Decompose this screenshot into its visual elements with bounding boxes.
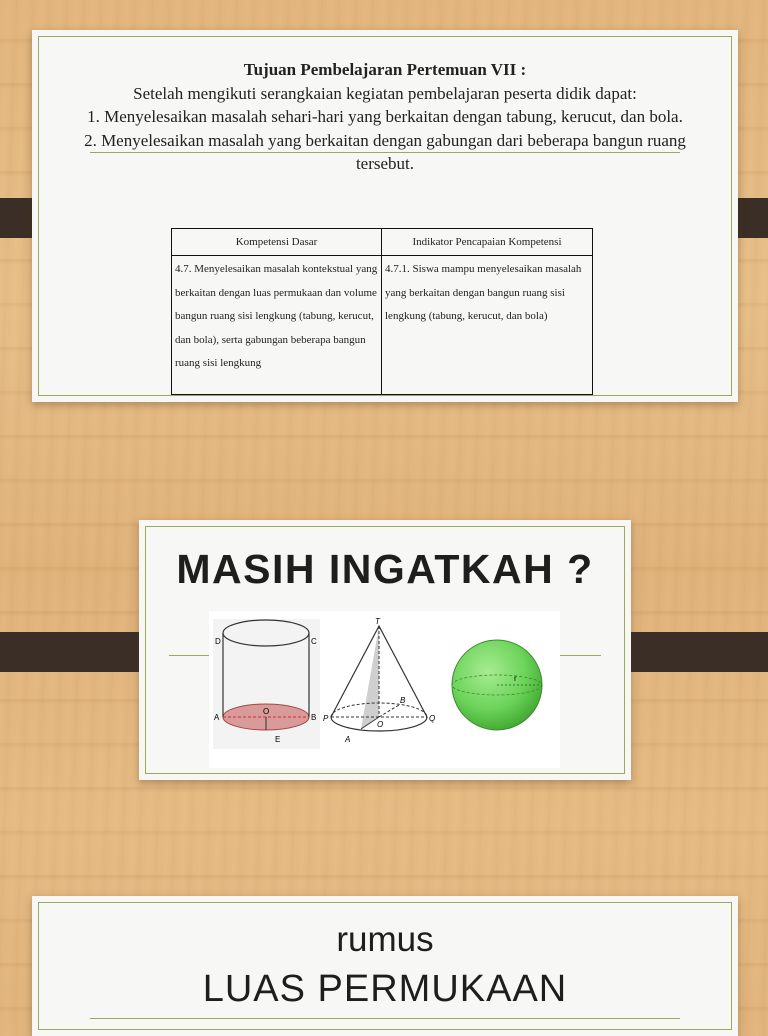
cylinder-label-a: A — [214, 713, 220, 722]
objectives-text — [62, 58, 708, 176]
table-header-kd: Kompetensi Dasar — [172, 229, 382, 256]
cone-label-b: B — [400, 696, 406, 705]
objective-item-1: 1. Menyelesaikan masalah sehari-hari yang berkaitan dengan tabung, kerucut, dan bola. — [87, 107, 683, 126]
side-tab-right — [613, 632, 768, 672]
slide-recall-shapes — [139, 520, 631, 780]
sphere-label-r: r — [514, 674, 517, 683]
cylinder-label-c: C — [311, 637, 317, 646]
sphere-diagram — [452, 640, 542, 730]
competency-table — [171, 228, 593, 395]
cylinder-label-e: E — [275, 735, 281, 744]
slide-surface-area — [32, 896, 738, 1036]
cone-label-p: P — [323, 714, 329, 723]
objective-item-2: 2. Menyelesaikan masalah yang berkaitan dengan gabungan dari beberapa bangun ruang tersebut. — [84, 130, 686, 173]
cylinder-label-b: B — [311, 713, 317, 722]
slide-learning-objectives — [32, 30, 738, 402]
cylinder-diagram — [213, 619, 320, 749]
cylinder-label-o: O — [263, 707, 270, 716]
objectives-title: Tujuan Pembelajaran Pertemuan VII : — [243, 60, 527, 79]
table-cell-kd: 4.7. Menyelesaikan masalah kontekstual yang berkaitan dengan luas permukaan dan volume bangun ruang sisi lengkung (tabung, kerucut, dan bola), serta gabungan beberapa bangun ruang sisi lengkung — [172, 256, 382, 395]
table-cell-ipk: 4.7.1. Siswa mampu menyelesaikan masalah yang berkaitan dengan bangun ruang sisi lengkung (tabung, kerucut, dan bola) — [382, 256, 593, 395]
table-header-ipk: Indikator Pencapaian Kompetensi — [382, 229, 593, 256]
cone-label-o: O — [377, 720, 384, 729]
slide-subtitle: rumus — [336, 920, 434, 959]
cone-label-q: Q — [429, 714, 436, 723]
divider-line — [90, 1018, 680, 1019]
slide-title: LUAS PERMUKAAN — [202, 968, 568, 1010]
objectives-intro: Setelah mengikuti serangkaian kegiatan pembelajaran peserta didik dapat: — [133, 83, 637, 103]
cone-label-a: A — [345, 735, 351, 744]
side-tab-left — [0, 632, 156, 672]
cone-diagram — [323, 617, 435, 744]
slide-title: MASIH INGATKAH ? — [176, 546, 594, 592]
shapes-figure — [209, 611, 560, 768]
cylinder-label-d: D — [215, 637, 221, 646]
cone-label-t: T — [375, 617, 380, 626]
